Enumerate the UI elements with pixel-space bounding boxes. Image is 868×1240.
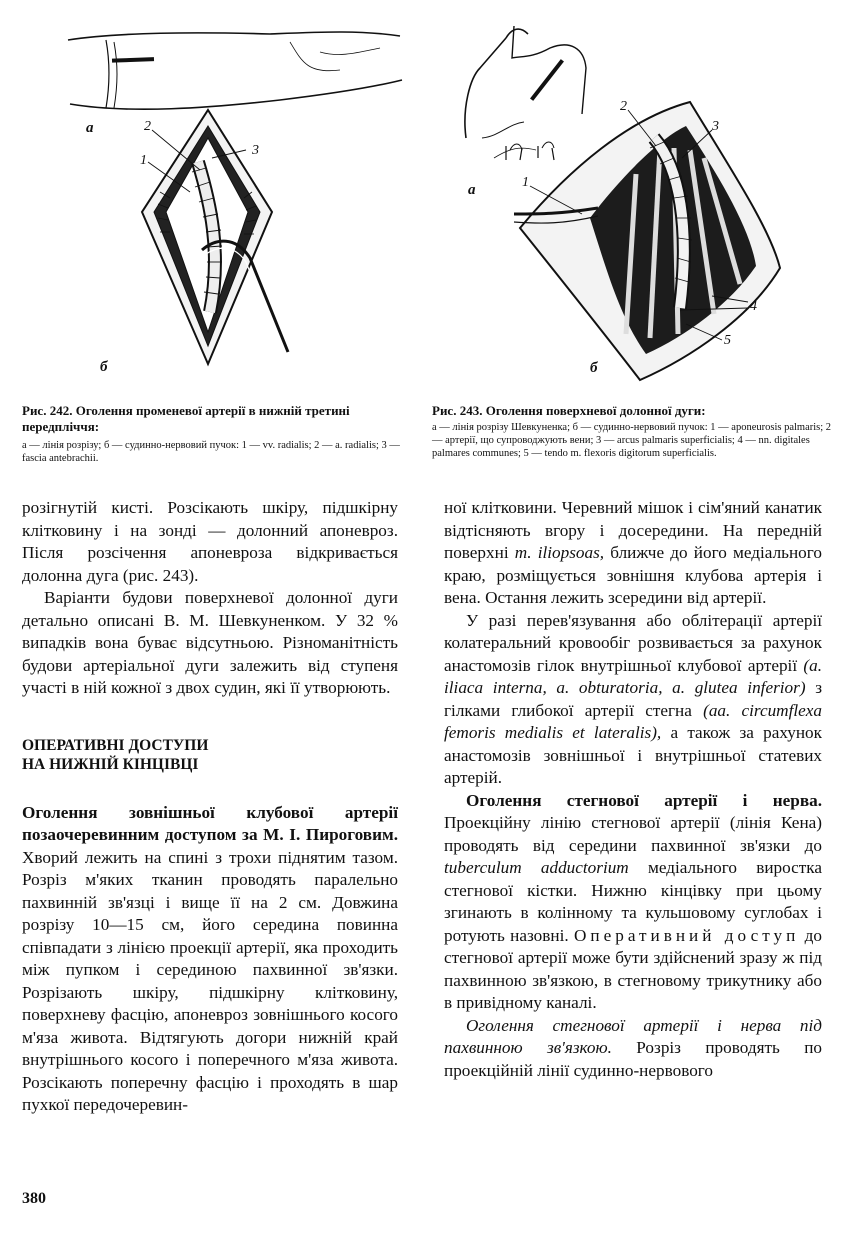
- fig243-label-3: 3: [712, 119, 719, 134]
- fig243-label-2: 2: [620, 99, 627, 114]
- fig243-label-5: 5: [724, 333, 731, 348]
- right-text-column: [444, 497, 822, 1082]
- figure-243-caption-legend: а — лінія розрізу Шевкуненка; б — судинно-нервовий пучок: 1 — aponeurosis palmaris; 2 — артерії, що супроводжують вени; 3 — arcus palmaris superficialis; 4 — nn. digitales palmares communes; 5 — tendo m. flexoris digitorum superficialis.: [432, 422, 832, 459]
- right-p4-text: Розріз проводять по проекційній лінії судинно-нервового: [444, 1038, 822, 1080]
- left-paragraph-3: [22, 802, 398, 1117]
- left-text-column: [22, 497, 398, 1117]
- figure-242-caption-title: Рис. 242. Оголення променевої артерії в нижній третині передпліччя:: [22, 403, 350, 434]
- right-p1-latin: m. iliopsoas,: [514, 543, 605, 562]
- figure-242-caption: [22, 403, 412, 465]
- right-paragraph-2: [444, 610, 822, 790]
- right-paragraph-4: [444, 1015, 822, 1083]
- fig243-label-4: 4: [750, 299, 757, 314]
- figure-243: [450, 18, 850, 390]
- right-p2-text-c: а також за рахунок анастомозів зовнішньої і внутрішньої статевих артерій.: [444, 723, 822, 787]
- right-p1-text-b: ближче до його медіального краю, розміщується зовнішня клубова артерія і вена. Остання лежить зсередини від артерії.: [444, 543, 822, 607]
- right-p2-latin-1: (a. iliaca interna, a. obturatoria, a. glutea inferior): [444, 655, 822, 697]
- figure-242-letter-b: б: [100, 359, 108, 375]
- section-heading: [22, 736, 398, 774]
- figure-243-letter-b: б: [590, 360, 598, 376]
- left-paragraph-3-bold: Оголення зовнішньої клубової артерії позаочеревинним доступом за М. І. Пироговим.: [22, 802, 398, 844]
- right-p4-italic: Оголення стегнової артерії і нерва під пахвинною зв'язкою.: [444, 1015, 822, 1057]
- figure-243-letter-a: а: [468, 182, 476, 198]
- right-p3-bold: Оголення стегнової артерії і нерва.: [466, 790, 822, 810]
- right-p3-latin: tuberculum adductorium: [444, 858, 629, 877]
- right-p1-text-a: ної клітковини. Черевний мішок і сім'яний канатик відтісняють вгору і досередини. На передній поверхні: [444, 498, 822, 562]
- right-p3-text-c: до стегнової артерії може бути здійснений зразу ж під пахвинною зв'язкою, в стегновому трикутнику або в привідному каналі.: [444, 925, 822, 1012]
- right-paragraph-1: [444, 497, 822, 610]
- figure-242: [40, 22, 420, 392]
- left-paragraph-3-text: Хворий лежить на спині з трохи піднятим тазом. Розріз м'яких тканин проводять паралельно пахвинній зв'язці і вище її на 2 см. Довжина розрізу 10—15 см, його середина повинна співпадати з лінією проекції артерії, яка проходить між пупком і серединою пахвинної зв'язки. Розрізають шкіру, підшкірну клітковину, поверхневу фасцію, апоневроз зовнішнього косого м'яза живота. Відтягують догори нижній край внутрішнього косого і поперечного м'яза живота. Розсікають поперечну фасцію і проходять в шар пухкої передочеревин-: [22, 847, 398, 1114]
- incision-line-242: [112, 57, 154, 62]
- right-p2-text-b: з гілками глибокої артерії стегна: [444, 678, 822, 720]
- figure-243-caption-title: Рис. 243. Оголення поверхневої долонної дуги:: [432, 403, 706, 418]
- figure-242-letter-a: а: [86, 120, 94, 136]
- right-paragraph-3: [444, 790, 822, 1015]
- right-p2-text-a: У разі перев'язування або облітерації артерії колатеральний кровообіг розвивається за рахунок анастомозів гілок внутрішньої клубової артерії: [444, 610, 822, 675]
- incision-line-243: [530, 59, 564, 101]
- fig242-label-1: 1: [140, 153, 147, 168]
- right-p2-latin-2: (aa. circumflexa femoris medialis et lateralis),: [444, 700, 822, 742]
- fig242-label-2: 2: [144, 119, 151, 134]
- figure-243-caption: [432, 403, 842, 460]
- section-heading-line-1: ОПЕРАТИВНІ ДОСТУПИ: [22, 736, 209, 754]
- right-p3-spaced: Оперативний доступ: [574, 925, 800, 945]
- fig243-label-1: 1: [522, 175, 529, 190]
- fig242-label-3: 3: [252, 143, 259, 158]
- figure-242-illustration: [40, 22, 420, 392]
- page-number: 380: [22, 1190, 46, 1207]
- section-heading-line-2: НА НИЖНІЙ КІНЦІВЦІ: [22, 755, 199, 773]
- right-p3-text-b: медіального виростка стегнової кістки. Нижню кінцівку при цьому згинають в колінному та кульшовому суглобах і ротують назовні.: [444, 858, 822, 945]
- left-paragraph-1: розігнутій кисті. Розсікають шкіру, підшкірну клітковину і на зонді — долонний апоневроз. Після розсічення апоневроза відкривається долонна дуга (рис. 243).: [22, 498, 398, 585]
- right-p3-text-a: Проекційну лінію стегнової артерії (лінія Кена) проводять від середини пахвинної зв'язки до: [444, 813, 822, 855]
- figure-243-illustration: [450, 18, 850, 390]
- figure-242-caption-legend: а — лінія розрізу; б — судинно-нервовий пучок: 1 — vv. radialis; 2 — a. radialis; 3 — fascia antebrachii.: [22, 440, 400, 464]
- left-paragraph-2: Варіанти будови поверхневої долонної дуги детально описані В. М. Шевкуненком. У 32 % випадків вона буває відсутньою. Різноманітність будови артеріальної дуги залежить від ступеня участі в ній кожної з двох судин, які її утворюють.: [22, 588, 398, 697]
